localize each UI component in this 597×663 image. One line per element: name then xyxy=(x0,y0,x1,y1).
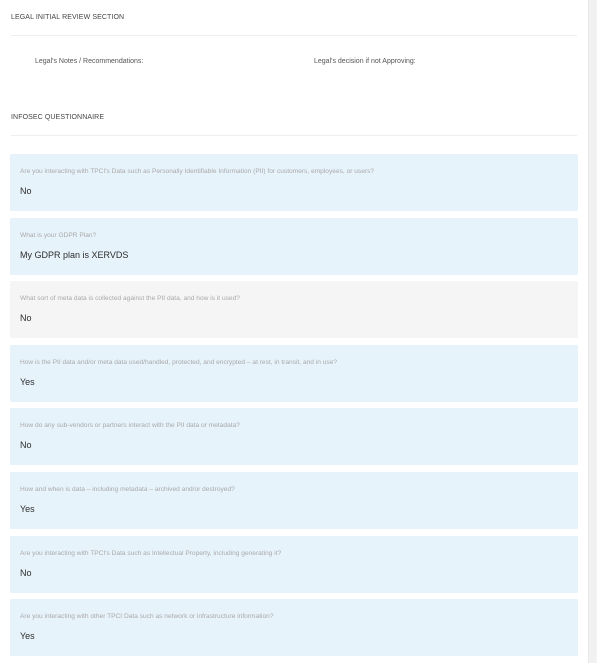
question-card xyxy=(10,536,578,593)
answer-text: Yes xyxy=(20,631,35,641)
question-text: What is your GDPR Plan? xyxy=(20,232,97,239)
answer-text: No xyxy=(20,313,32,323)
question-card xyxy=(10,281,578,338)
question-text: How is the PII data and/or meta data used/handled, protected, and encrypted – at rest, in transit, and in use? xyxy=(20,359,338,366)
legal-notes-label: Legal's Notes / Recommendations: xyxy=(35,58,144,65)
answer-text: Yes xyxy=(20,377,35,387)
infosec-section-title: INFOSEC QUESTIONNAIRE xyxy=(11,114,105,121)
question-card xyxy=(10,218,578,275)
question-text: Are you interacting with TPCI's Data such as Intellectual Property, including generating it? xyxy=(20,550,282,557)
legal-section-divider xyxy=(11,35,577,36)
infosec-section-divider xyxy=(11,135,577,136)
question-text: How do any sub-vendors or partners interact with the PII data or metadata? xyxy=(20,422,240,429)
legal-decision-label: Legal's decision if not Approving: xyxy=(314,58,416,65)
question-card xyxy=(10,408,578,465)
vertical-scrollbar[interactable] xyxy=(588,0,597,663)
question-text: What sort of meta data is collected against the PII data, and how is it used? xyxy=(20,295,240,302)
question-card xyxy=(10,345,578,402)
answer-text: No xyxy=(20,186,32,196)
scrollbar-thumb[interactable] xyxy=(590,0,596,663)
question-card xyxy=(10,599,578,656)
question-card xyxy=(10,154,578,211)
legal-section-title: LEGAL INITIAL REVIEW SECTION xyxy=(11,14,125,21)
answer-text: No xyxy=(20,568,32,578)
question-text: How and when is data – including metadata – archived and/or destroyed? xyxy=(20,486,235,493)
answer-text: No xyxy=(20,440,32,450)
question-text: Are you interacting with other TPCI Data such as network or infrastructure information? xyxy=(20,613,274,620)
answer-text: Yes xyxy=(20,504,35,514)
question-text: Are you interacting with TPCI's Data such as Personally Identifiable Information (PII) for customers, employees, or users? xyxy=(20,168,375,175)
question-card xyxy=(10,472,578,529)
answer-text: My GDPR plan is XERVDS xyxy=(20,250,129,260)
